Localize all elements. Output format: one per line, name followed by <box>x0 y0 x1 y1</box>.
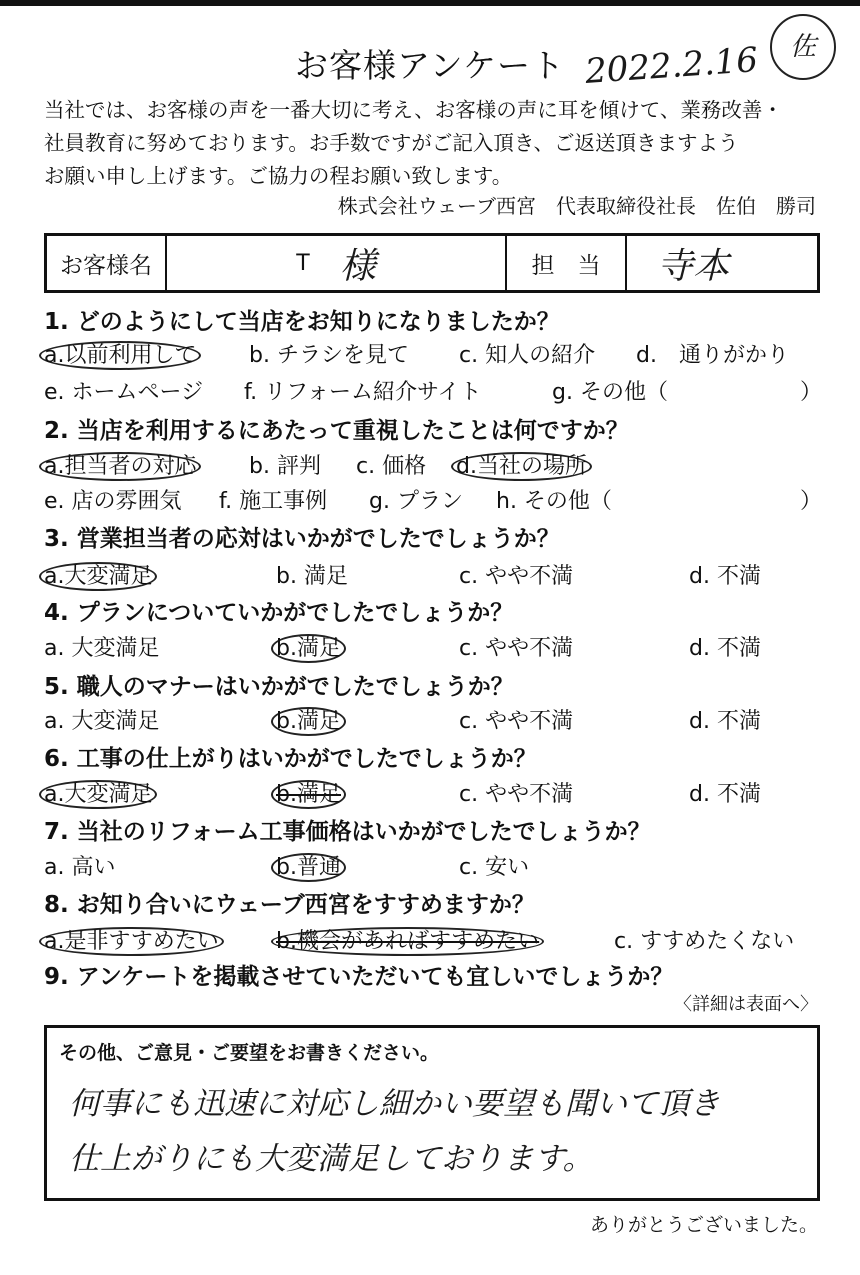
q5-option-d[interactable]: d. 不満 <box>689 709 761 734</box>
q3-option-a-selected[interactable]: a.大変満足 <box>39 562 157 591</box>
question-7: 7. 当社のリフォーム工事価格はいかがでしたでしょうか？ <box>44 819 651 845</box>
q1-option-e[interactable]: e. ホームページ <box>44 380 204 405</box>
question-4: 4. プランについていかがでしたでしょうか？ <box>44 600 514 626</box>
q2-close-paren: ） <box>800 489 823 514</box>
thanks-footer: ありがとうございました。 <box>589 1214 818 1236</box>
q9-note: 〈詳細は表面へ〉 <box>674 994 818 1015</box>
q2-option-f[interactable]: f. 施工事例 <box>219 489 328 514</box>
q3-option-b[interactable]: b. 満足 <box>276 564 348 589</box>
q1-options-row2 <box>44 375 823 409</box>
question-9: 9. アンケートを掲載させていただいても宜しいでしょうか？ <box>44 964 674 990</box>
q4-option-d[interactable]: d. 不満 <box>689 636 761 661</box>
q2-option-a-selected[interactable]: a.担当者の対応 <box>39 452 201 481</box>
q1-option-b[interactable]: b. チラシを見て <box>249 343 409 368</box>
q2-options-row1 <box>44 449 820 483</box>
page-title: お客様アンケート <box>294 46 566 85</box>
question-3: 3. 営業担当者の応対はいかがでしたでしょうか？ <box>44 526 560 552</box>
question-5: 5. 職人のマナーはいかがでしたでしょうか？ <box>44 674 514 700</box>
q2-option-e[interactable]: e. 店の雰囲気 <box>44 489 182 514</box>
top-border <box>0 0 860 6</box>
customer-name-label: お客様名 <box>47 236 167 290</box>
q2-option-b[interactable]: b. 評判 <box>249 454 321 479</box>
q7-option-b-selected[interactable]: b.普通 <box>271 853 346 882</box>
staff-label: 担 当 <box>507 236 627 290</box>
intro-line: お願い申し上げます。ご協力の程お願い致します。 <box>44 164 513 188</box>
q5-options <box>44 704 820 738</box>
q1-options-row1 <box>44 338 820 372</box>
handwritten-date: 2022.2.16 <box>583 40 760 92</box>
q7-option-c[interactable]: c. 安い <box>459 855 530 880</box>
question-6: 6. 工事の仕上がりはいかがでしたでしょうか？ <box>44 746 537 772</box>
q4-option-a[interactable]: a. 大変満足 <box>44 636 160 661</box>
question-8: 8. お知り合いにウェーブ西宮をすすめますか？ <box>44 892 535 918</box>
q6-option-a-selected[interactable]: a.大変満足 <box>39 780 157 809</box>
customer-honorific: 様 <box>339 245 376 287</box>
q4-option-b-selected[interactable]: b.満足 <box>271 634 346 663</box>
q6-option-d[interactable]: d. 不満 <box>689 782 761 807</box>
q2-option-g[interactable]: g. プラン <box>369 489 463 514</box>
company-signature: 株式会社ウェーブ西宮 代表取締役社長 佐伯 勝司 <box>337 194 816 218</box>
comment-label: その他、ご意見・ご要望をお書きください。 <box>59 1042 440 1064</box>
comment-box[interactable] <box>44 1025 820 1201</box>
q1-option-f[interactable]: f. リフォーム紹介サイト <box>244 380 482 405</box>
q6-option-b-crossed[interactable]: b.満足 <box>271 780 346 809</box>
comment-line-2: 仕上がりにも大変満足しております。 <box>69 1141 594 1177</box>
q2-options-row2 <box>44 484 823 518</box>
q6-option-c[interactable]: c. やや不満 <box>459 782 574 807</box>
question-2: 2. 当店を利用するにあたって重視したことは何ですか？ <box>44 418 629 444</box>
q5-option-c[interactable]: c. やや不満 <box>459 709 574 734</box>
customer-initial: T <box>296 250 310 276</box>
seal-stamp: 佐 <box>770 14 836 80</box>
q1-option-g[interactable]: g. その他（ <box>552 380 668 405</box>
q2-option-d-selected[interactable]: d.当社の場所 <box>451 452 592 481</box>
q8-option-b-crossed[interactable]: b.機会があればすすめたい <box>271 927 544 956</box>
q3-option-d[interactable]: d. 不満 <box>689 564 761 589</box>
q7-options <box>44 850 820 884</box>
q8-option-a-selected[interactable]: a.是非すすめたい <box>39 927 224 956</box>
q2-option-h[interactable]: h. その他（ <box>496 489 612 514</box>
q2-option-c[interactable]: c. 価格 <box>356 454 427 479</box>
q1-option-c[interactable]: c. 知人の紹介 <box>459 343 596 368</box>
q3-options <box>44 559 820 593</box>
q5-option-b-selected[interactable]: b.満足 <box>271 707 346 736</box>
staff-name: 寺本 <box>657 245 730 287</box>
q8-option-c[interactable]: c. すすめたくない <box>614 929 795 954</box>
q1-close-paren: ） <box>800 380 823 405</box>
question-1: 1. どのようにして当店をお知りになりましたか？ <box>44 309 560 335</box>
q8-options <box>44 924 820 958</box>
intro-text <box>44 94 783 193</box>
q7-option-a[interactable]: a. 高い <box>44 855 116 880</box>
comment-line-1: 何事にも迅速に対応し細かい要望も聞いて頂き <box>69 1086 720 1122</box>
q5-option-a[interactable]: a. 大変満足 <box>44 709 160 734</box>
customer-name-field[interactable] <box>167 236 507 290</box>
staff-name-field[interactable] <box>627 236 817 290</box>
intro-line: 当社では、お客様の声を一番大切に考え、お客様の声に耳を傾けて、業務改善・ <box>44 98 783 122</box>
q6-options <box>44 777 820 811</box>
q1-option-d[interactable]: d. 通りがかり <box>636 343 789 368</box>
q4-options <box>44 631 820 665</box>
customer-info-box <box>44 233 820 293</box>
q4-option-c[interactable]: c. やや不満 <box>459 636 574 661</box>
q3-option-c[interactable]: c. やや不満 <box>459 564 574 589</box>
intro-line: 社員教育に努めております。お手数ですがご記入頂き、ご返送頂きますよう <box>44 131 739 155</box>
q1-option-a-selected[interactable]: a.以前利用して <box>39 341 201 370</box>
